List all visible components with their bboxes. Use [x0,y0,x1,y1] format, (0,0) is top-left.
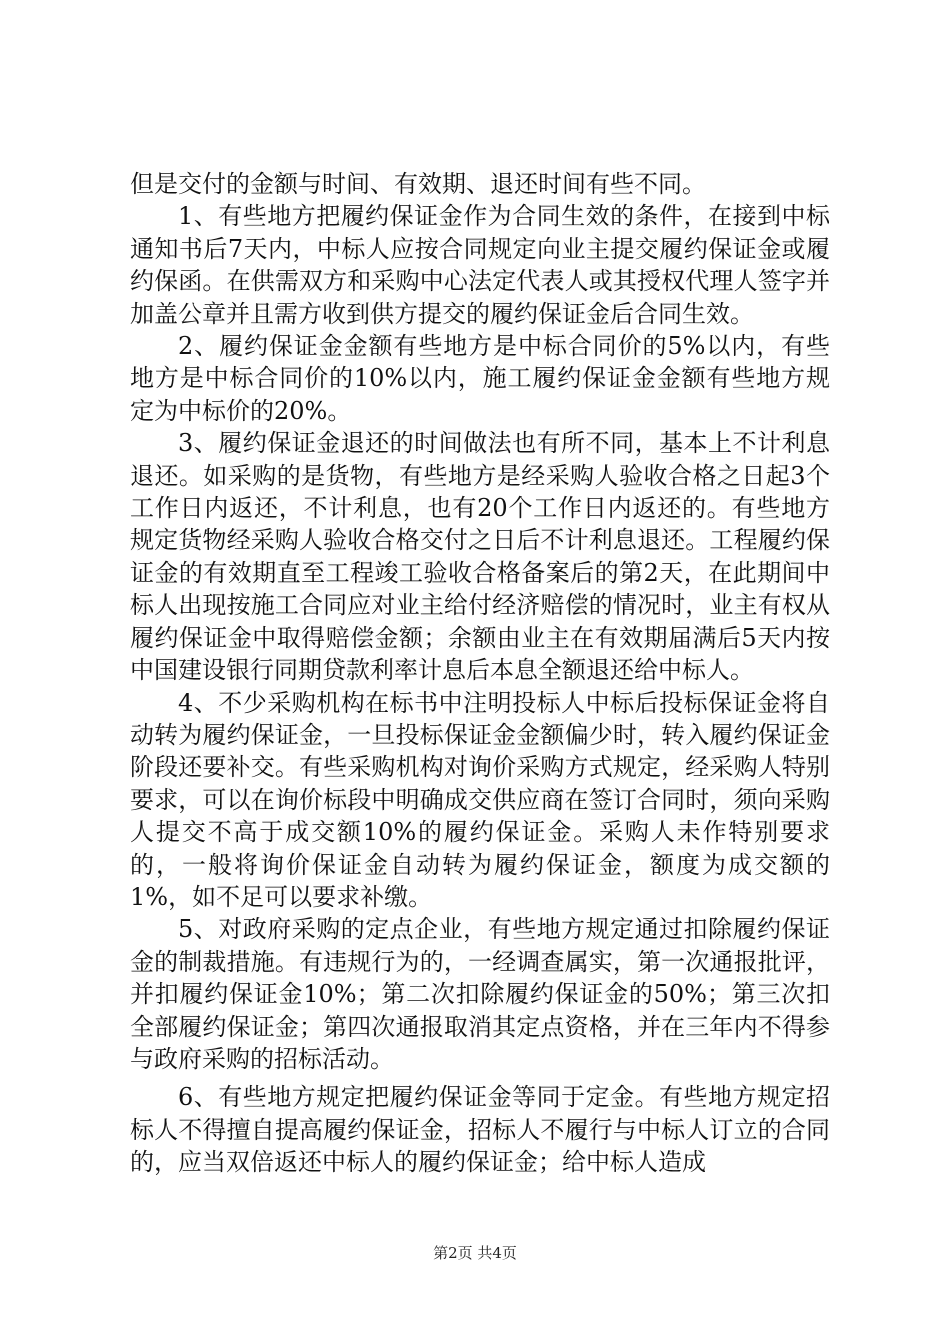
page-number-footer: 第2页 共4页 [433,1244,517,1262]
paragraph-item-2: 2、履约保证金金额有些地方是中标合同价的5%以内，有些地方是中标合同价的10%以内，施工履约保证金金额有些地方规定为中标价的20%。 [130,332,830,425]
document-body [130,168,830,1179]
paragraph-item-6: 6、有些地方规定把履约保证金等同于定金。有些地方规定招标人不得擅自提高履约保证金，招标人不履行与中标人订立的合同的，应当双倍返还中标人的履约保证金；给中标人造成 [130,1083,830,1177]
paragraph-item-1: 1、有些地方把履约保证金作为合同生效的条件，在接到中标通知书后7天内，中标人应按合同规定向业主提交履约保证金或履约保函。在供需双方和采购中心法定代表人或其授权代理人签字并加盖公章并且需方收到供方提交的履约保证金后合同生效。 [130,202,830,328]
paragraph-item-4: 4、不少采购机构在标书中注明投标人中标后投标保证金将自动转为履约保证金，一旦投标保证金金额偏少时，转入履约保证金阶段还要补交。有些采购机构对询价采购方式规定，经采购人特别要求，可以在询价标段中明确成交供应商在签订合同时，须向采购人提交不高于成交额10%的履约保证金。采购人未作特别要求的，一般将询价保证金自动转为履约保证金，额度为成交额的1%，如不足可以要求补缴。 [130,688,830,911]
paragraph-item-3: 3、履约保证金退还的时间做法也有所不同，基本上不计利息退还。如采购的是货物，有些地方是经采购人验收合格之日起3个工作日内返还，不计利息，也有20个工作日内返还的。有些地方规定货物经采购人验收合格交付之日后不计利息退还。工程履约保证金的有效期直至工程竣工验收合格备案后的第2天，在此期间中标人出现按施工合同应对业主给付经济赔偿的情况时，业主有权从履约保证金中取得赔偿金额；余额由业主在有效期届满后5天内按中国建设银行同期贷款利率计息后本息全额退还给中标人。 [130,429,830,685]
paragraph-item-5: 5、对政府采购的定点企业，有些地方规定通过扣除履约保证金的制裁措施。有违规行为的，一经调查属实，第一次通报批评，并扣履约保证金10%；第二次扣除履约保证金的50%；第三次扣全部履约保证金；第四次通报取消其定点资格，并在三年内不得参与政府采购的招标活动。 [130,915,830,1073]
paragraph-continuation: 但是交付的金额与时间、有效期、退还时间有些不同。 [130,170,706,198]
